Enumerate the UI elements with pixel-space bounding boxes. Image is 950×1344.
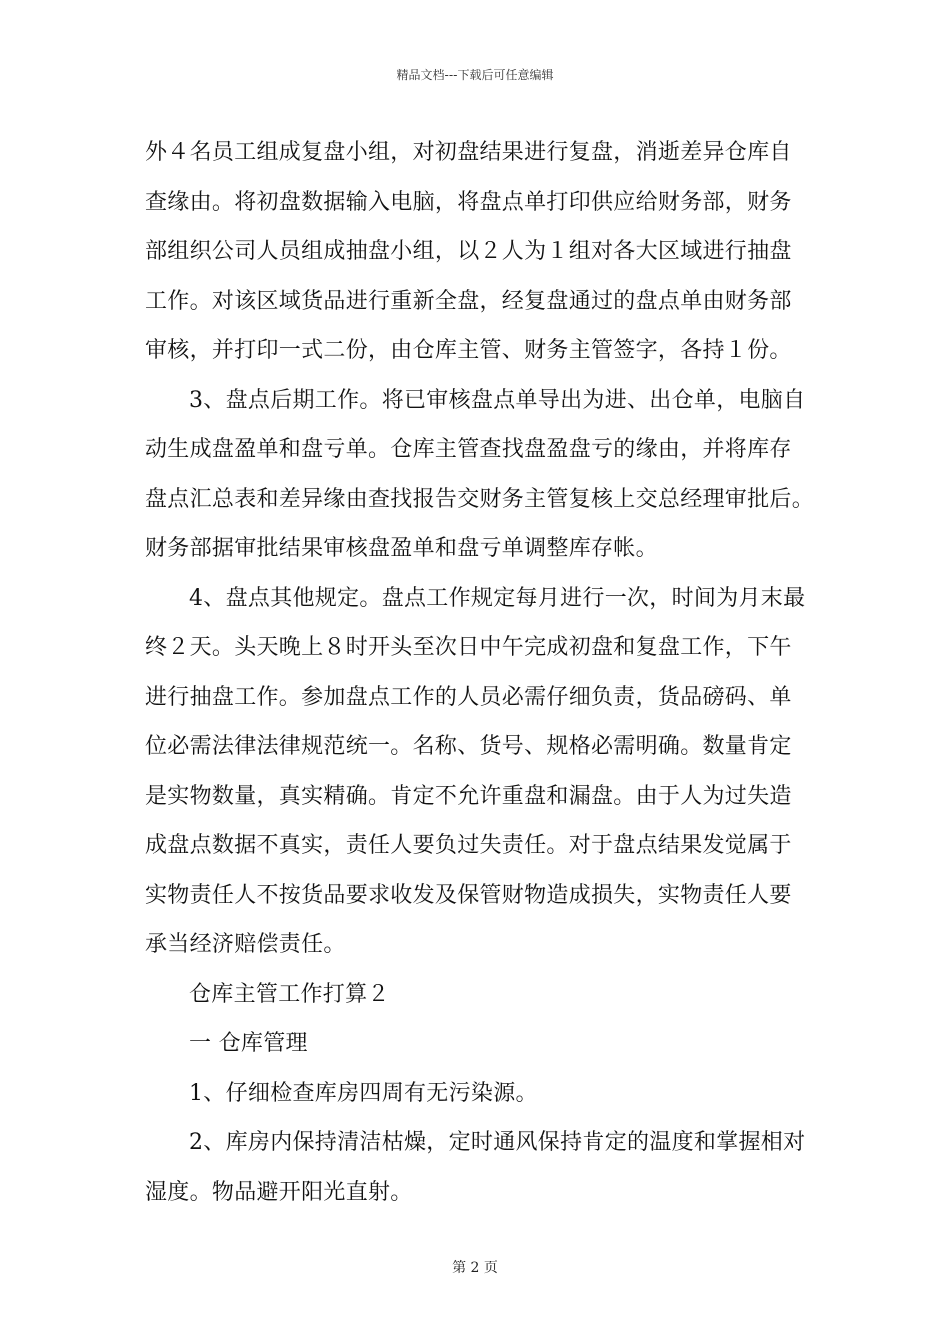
- page-number: 第 2 页: [452, 1260, 498, 1276]
- text-line: 实物责任人不按货品要求收发及保管财物造成损失，实物责任人要: [145, 882, 792, 908]
- section-heading: 仓库主管工作打算２: [189, 981, 390, 1007]
- subsection-heading: 一 仓库管理: [189, 1031, 308, 1056]
- text-line: 是实物数量，真实精确。肯定不允许重盘和漏盘。由于人为过失造: [145, 783, 792, 809]
- text-line: 湿度。物品避开阳光直射。: [145, 1179, 413, 1205]
- text-line: 成盘点数据不真实，责任人要负过失责任。对于盘点结果发觉属于: [145, 833, 792, 858]
- text-line: 4、盘点其他规定。盘点工作规定每月进行一次，时间为月末最: [189, 585, 806, 611]
- text-line: 部组织公司人员组成抽盘小组，以２人为１组对各大区域进行抽盘: [145, 239, 792, 264]
- text-line: 位必需法律法律规范统一。名称、货号、规格必需明确。数量肯定: [145, 734, 792, 759]
- text-line: 承当经济赔偿责任。: [145, 932, 346, 957]
- text-line: 3、盘点后期工作。将已审核盘点单导出为进、出仓单，电脑自: [189, 387, 806, 413]
- text-line: 2、库房内保持清洁枯燥，定时通风保持肯定的温度和掌握相对: [189, 1130, 806, 1155]
- text-line: 审核，并打印一式二份，由仓库主管、财务主管签字，各持１份。: [145, 338, 792, 363]
- text-line: 盘点汇总表和差异缘由查找报告交财务主管复核上交总经理审批后。: [145, 486, 815, 512]
- text-line: 查缘由。将初盘数据输入电脑，将盘点单打印供应给财务部，财务: [145, 189, 792, 215]
- page-header: 精品文档---下载后可任意编辑: [396, 68, 554, 82]
- text-line: 1、仔细检查库房四周有无污染源。: [189, 1080, 538, 1106]
- text-line: 财务部据审批结果审核盘盈单和盘亏单调整库存帐。: [145, 536, 658, 561]
- document-body: [145, 128, 825, 1217]
- text-line: 工作。对该区域货品进行重新全盘，经复盘通过的盘点单由财务部: [145, 288, 792, 314]
- text-line: 外４名员工组成复盘小组，对初盘结果进行复盘，消逝差异仓库自: [145, 140, 792, 165]
- text-line: 动生成盘盈单和盘亏单。仓库主管查找盘盈盘亏的缘由，并将库存: [145, 437, 792, 462]
- text-line: 进行抽盘工作。参加盘点工作的人员必需仔细负责，货品磅码、单: [145, 684, 792, 710]
- text-line: 终２天。头天晚上８时开头至次日中午完成初盘和复盘工作，下午: [145, 635, 792, 660]
